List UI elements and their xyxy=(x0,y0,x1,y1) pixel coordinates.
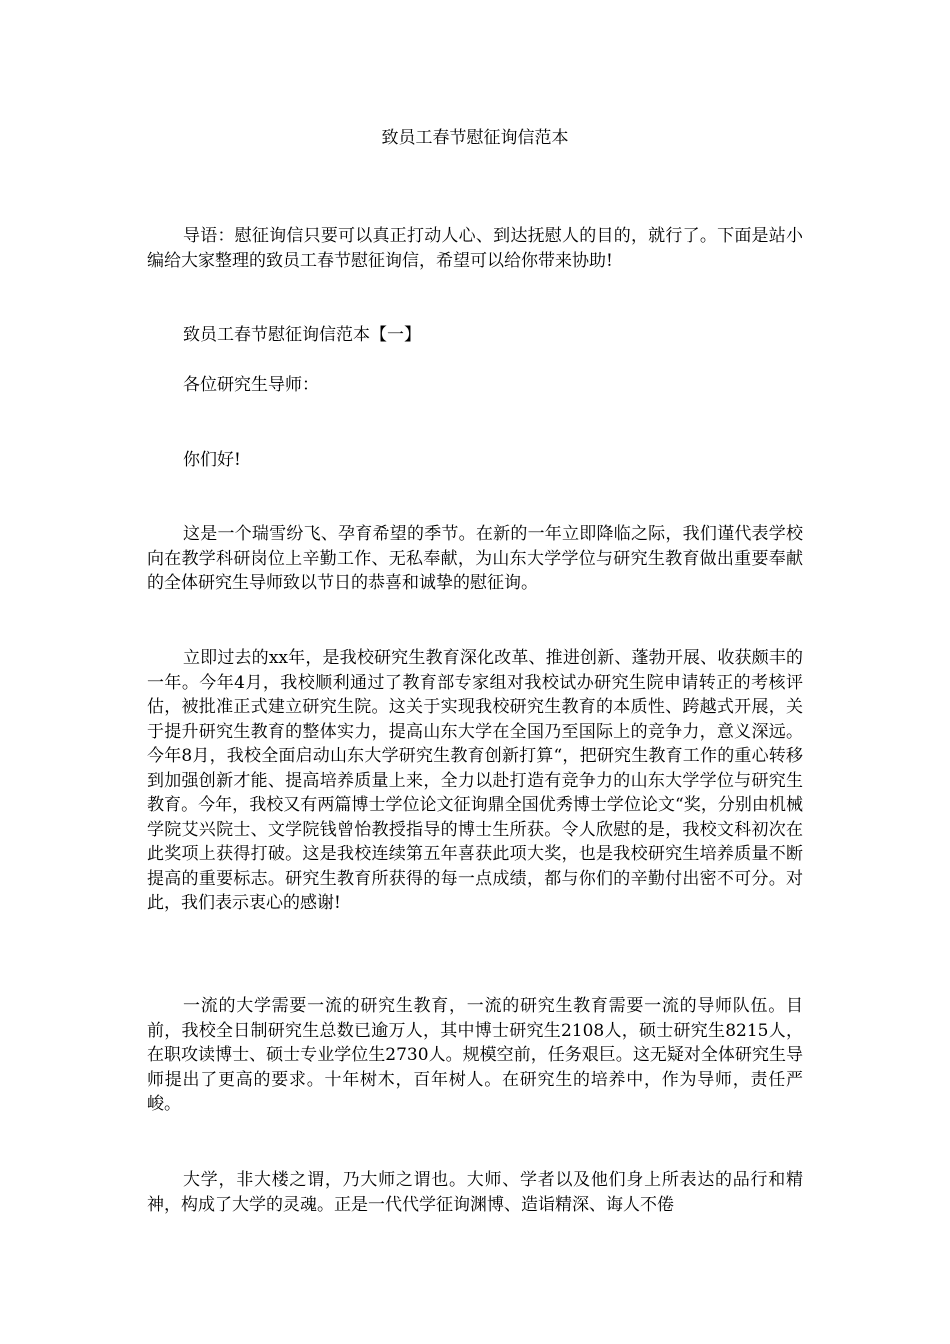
body-paragraph-4: 大学，非大楼之谓，乃大师之谓也。大师、学者以及他们身上所表达的品行和精神，构成了大学的灵魂。正是一代代学征询渊博、造诣精深、诲人不倦 xyxy=(147,1170,803,1215)
greeting: 你们好! xyxy=(183,450,241,470)
document-title: 致员工春节慰征询信范本 xyxy=(381,128,569,148)
body-paragraph-1: 这是一个瑞雪纷飞、孕育希望的季节。在新的一年立即降临之际，我们谨代表学校向在教学科研岗位上辛勤工作、无私奉献，为山东大学学位与研究生教育做出重要奉献的全体研究生导师致以节日的恭喜和诚挚的慰征询。 xyxy=(147,524,803,593)
intro-paragraph: 导语：慰征询信只要可以真正打动人心、到达抚慰人的目的，就行了。下面是站小编给大家整理的致员工春节慰征询信，希望可以给你带来协助! xyxy=(147,226,803,271)
section-heading: 致员工春节慰征询信范本【一】 xyxy=(183,325,421,345)
body-paragraph-2: 立即过去的xx年，是我校研究生教育深化改革、推进创新、蓬勃开展、收获颇丰的一年。今年4月，我校顺利通过了教育部专家组对我校试办研究生院申请转正的考核评估，被批准正式建立研究生院。这关于实现我校研究生教育的本质性、跨越式开展，关于提升研究生教育的整体实力，提高山东大学在全国乃至国际上的竞争力，意义深远。今年8月，我校全面启动山东大学研究生教育创新打算“，把研究生教育工作的重心转移到加强创新才能、提高培养质量上来，全力以赴打造有竞争力的山东大学学位与研究生教育。今年，我校又有两篇博士学位论文征询鼎全国优秀博士学位论文“奖，分别由机械学院艾兴院士、文学院钱曾怡教授指导的博士生所获。令人欣慰的是，我校文科初次在此奖项上获得打破。这是我校连续第五年喜获此项大奖，也是我校研究生培养质量不断提高的重要标志。研究生教育所获得的每一点成绩，都与你们的辛勤付出密不可分。对此，我们表示衷心的感谢! xyxy=(147,648,803,913)
salutation: 各位研究生导师： xyxy=(183,375,319,395)
body-paragraph-3: 一流的大学需要一流的研究生教育，一流的研究生教育需要一流的导师队伍。目前，我校全日制研究生总数已逾万人，其中博士研究生2108人，硕士研究生8215人，在职攻读博士、硕士专业学位生2730人。规模空前，任务艰巨。这无疑对全体研究生导师提出了更高的要求。十年树木，百年树人。在研究生的培养中，作为导师，责任严峻。 xyxy=(147,996,803,1114)
